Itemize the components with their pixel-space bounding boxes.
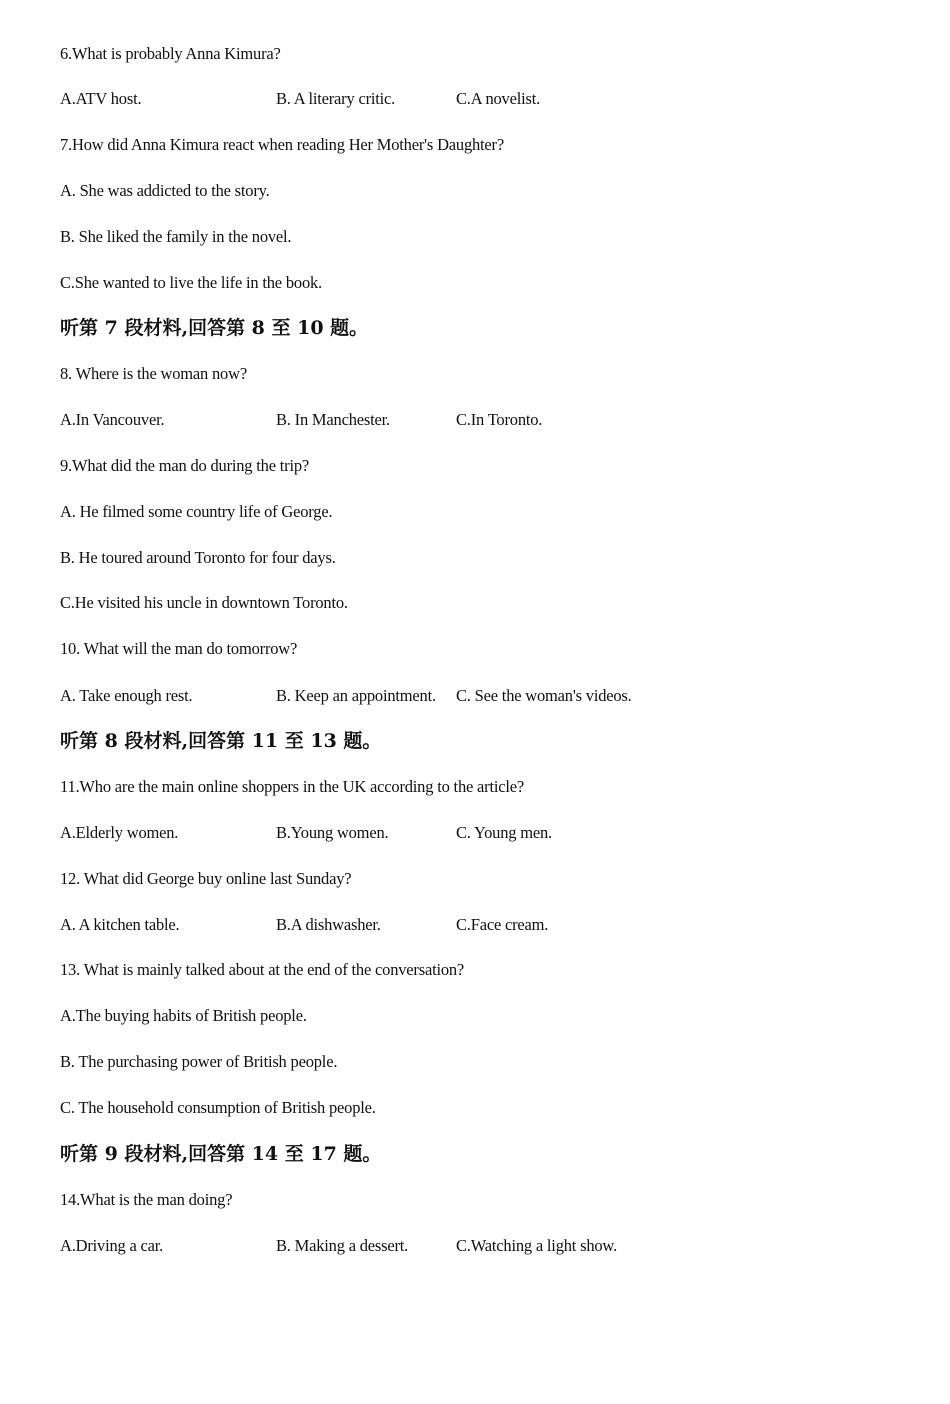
question-8-options bbox=[60, 410, 920, 430]
question-11: 11.Who are the main online shoppers in the UK according to the article? bbox=[60, 777, 524, 796]
option-b: B. The purchasing power of British people. bbox=[60, 1052, 338, 1071]
option-c: C. Young men. bbox=[456, 823, 552, 842]
option-c: C.In Toronto. bbox=[456, 410, 543, 429]
option-b: B. Making a dessert. bbox=[276, 1236, 409, 1255]
option-a: A.Elderly women. bbox=[60, 823, 179, 842]
option-b: B. In Manchester. bbox=[276, 410, 390, 429]
section-heading-9: 听第 9 段材料,回答第 14 至 17 题。 bbox=[60, 1143, 382, 1165]
section-heading-7: 听第 7 段材料,回答第 8 至 10 题。 bbox=[60, 317, 369, 339]
option-a: A. He filmed some country life of George. bbox=[60, 502, 333, 521]
option-a: A.In Vancouver. bbox=[60, 410, 165, 429]
option-b: B.Young women. bbox=[276, 823, 389, 842]
option-c: C. The household consumption of British people. bbox=[60, 1098, 376, 1117]
option-c: C.Watching a light show. bbox=[456, 1236, 617, 1255]
option-a: A. Take enough rest. bbox=[60, 686, 193, 705]
question-14-options bbox=[60, 1236, 920, 1256]
question-11-options bbox=[60, 823, 920, 843]
option-b: B. He toured around Toronto for four days. bbox=[60, 548, 336, 567]
option-b: B. Keep an appointment. bbox=[276, 686, 436, 705]
question-13: 13. What is mainly talked about at the end of the conversation? bbox=[60, 960, 465, 979]
option-a: A.The buying habits of British people. bbox=[60, 1006, 307, 1025]
option-c: C.A novelist. bbox=[456, 89, 541, 108]
option-c: C. See the woman's videos. bbox=[456, 686, 632, 705]
question-9: 9.What did the man do during the trip? bbox=[60, 456, 310, 475]
option-a: A.ATV host. bbox=[60, 89, 142, 108]
question-6: 6.What is probably Anna Kimura? bbox=[60, 44, 281, 63]
option-a: A. She was addicted to the story. bbox=[60, 181, 270, 200]
option-b: B.A dishwasher. bbox=[276, 915, 381, 934]
section-heading-8: 听第 8 段材料,回答第 11 至 13 题。 bbox=[60, 730, 382, 752]
option-a: A.Driving a car. bbox=[60, 1236, 164, 1255]
option-b: B. A literary critic. bbox=[276, 89, 396, 108]
question-12: 12. What did George buy online last Sunday? bbox=[60, 869, 352, 888]
option-a: A. A kitchen table. bbox=[60, 915, 180, 934]
question-6-options bbox=[60, 89, 920, 109]
option-c: C.She wanted to live the life in the book. bbox=[60, 273, 322, 292]
question-7: 7.How did Anna Kimura react when reading Her Mother's Daughter? bbox=[60, 135, 504, 154]
question-12-options bbox=[60, 915, 920, 935]
option-b: B. She liked the family in the novel. bbox=[60, 227, 292, 246]
option-c: C.Face cream. bbox=[456, 915, 549, 934]
option-c: C.He visited his uncle in downtown Toronto. bbox=[60, 593, 348, 612]
question-8: 8. Where is the woman now? bbox=[60, 364, 247, 383]
question-10-options bbox=[60, 686, 920, 706]
question-10: 10. What will the man do tomorrow? bbox=[60, 639, 298, 658]
question-14: 14.What is the man doing? bbox=[60, 1190, 233, 1209]
